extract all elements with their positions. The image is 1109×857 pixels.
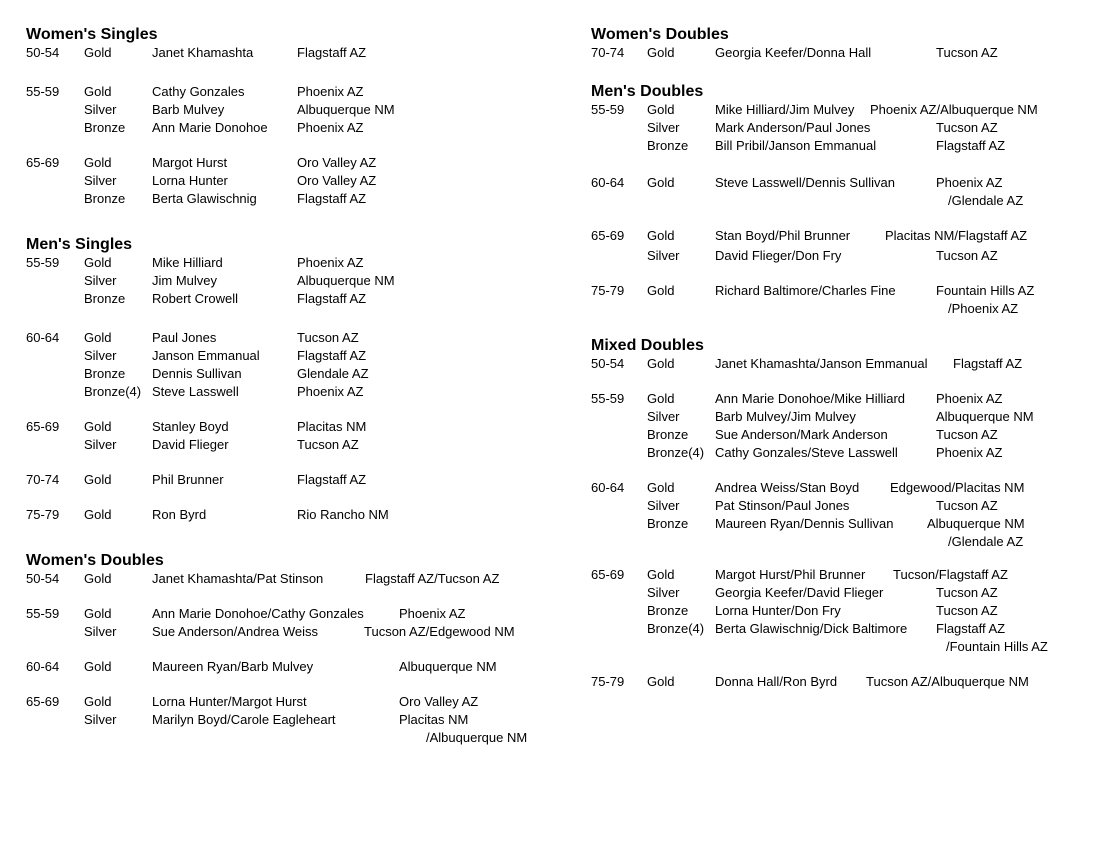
player-name: Janet Khamashta/Pat Stinson xyxy=(152,571,324,586)
medal: Gold xyxy=(647,228,675,243)
player-name: Cathy Gonzales/Steve Lasswell xyxy=(715,445,898,460)
location: Flagstaff AZ xyxy=(297,348,367,363)
medal: Bronze xyxy=(84,120,126,135)
location: Tucson AZ/Albuquerque NM xyxy=(866,674,1029,689)
result-row xyxy=(591,620,1101,638)
player-name: Dennis Sullivan xyxy=(152,366,242,381)
result-row xyxy=(26,383,566,401)
age-group xyxy=(26,471,566,489)
medal: Silver xyxy=(647,120,680,135)
medal: Gold xyxy=(647,102,675,117)
result-row xyxy=(26,658,566,676)
age-bracket: 75-79 xyxy=(591,674,625,689)
medal: Bronze(4) xyxy=(647,621,705,636)
age-bracket: 50-54 xyxy=(591,356,625,371)
player-name: Berta Glawischnig/Dick Baltimore xyxy=(715,621,908,636)
result-row xyxy=(26,83,566,101)
location: Flagstaff AZ xyxy=(297,191,367,206)
medal: Silver xyxy=(647,409,680,424)
right-column xyxy=(591,26,1101,691)
result-row xyxy=(591,602,1101,620)
age-group xyxy=(591,282,1101,318)
age-group xyxy=(591,44,1101,62)
location: Flagstaff AZ xyxy=(297,291,367,306)
result-row xyxy=(26,119,566,137)
age-group xyxy=(26,418,566,454)
medal: Gold xyxy=(84,507,112,522)
result-row xyxy=(26,471,566,489)
result-row xyxy=(26,154,566,172)
player-name: Margot Hurst/Phil Brunner xyxy=(715,567,866,582)
location: Albuquerque NM xyxy=(927,516,1025,531)
age-bracket: 65-69 xyxy=(591,567,625,582)
location: Tucson AZ xyxy=(936,603,998,618)
location: Albuquerque NM xyxy=(936,409,1034,424)
age-group xyxy=(591,101,1101,155)
section-title: Men's Doubles xyxy=(591,83,704,100)
result-row xyxy=(26,290,566,308)
result-row xyxy=(26,729,566,747)
medal: Bronze xyxy=(647,603,689,618)
location: Flagstaff AZ/Tucson AZ xyxy=(365,571,500,586)
result-row xyxy=(591,174,1101,192)
result-row xyxy=(591,390,1101,408)
age-group xyxy=(26,605,566,641)
player-name: Georgia Keefer/Donna Hall xyxy=(715,45,872,60)
medal: Bronze xyxy=(647,138,689,153)
location: Flagstaff AZ xyxy=(953,356,1023,371)
age-bracket: 75-79 xyxy=(591,283,625,298)
age-bracket: 55-59 xyxy=(26,84,60,99)
player-name: Paul Jones xyxy=(152,330,217,345)
age-bracket: 70-74 xyxy=(591,45,625,60)
section-mixed-doubles xyxy=(591,337,1101,691)
player-name: Janet Khamashta xyxy=(152,45,254,60)
location: Phoenix AZ xyxy=(936,445,1003,460)
medal: Bronze xyxy=(84,291,126,306)
player-name: Stanley Boyd xyxy=(152,419,229,434)
player-name: Phil Brunner xyxy=(152,472,224,487)
result-row xyxy=(26,693,566,711)
medal: Gold xyxy=(647,283,675,298)
location: Oro Valley AZ xyxy=(297,173,377,188)
location: Phoenix AZ xyxy=(297,384,364,399)
result-row xyxy=(591,497,1101,515)
medal: Bronze xyxy=(84,366,126,381)
section-womens-doubles xyxy=(26,552,566,747)
age-bracket: 75-79 xyxy=(26,507,60,522)
age-bracket: 60-64 xyxy=(26,330,60,345)
player-name: Margot Hurst xyxy=(152,155,228,170)
age-bracket: 60-64 xyxy=(591,480,625,495)
player-name: Barb Mulvey/Jim Mulvey xyxy=(715,409,856,424)
medal: Gold xyxy=(647,391,675,406)
location: Albuquerque NM xyxy=(399,659,497,674)
result-row xyxy=(591,533,1101,551)
player-name: Janet Khamashta/Janson Emmanual xyxy=(715,356,928,371)
result-row xyxy=(591,479,1101,497)
location-continued: /Albuquerque NM xyxy=(426,730,528,745)
player-name: Lorna Hunter xyxy=(152,173,228,188)
age-bracket: 60-64 xyxy=(26,659,60,674)
location: Oro Valley AZ xyxy=(297,155,377,170)
age-group xyxy=(591,566,1101,656)
location: Placitas NM/Flagstaff AZ xyxy=(885,228,1028,243)
player-name: Sue Anderson/Mark Anderson xyxy=(715,427,888,442)
age-bracket: 55-59 xyxy=(591,391,625,406)
medal: Gold xyxy=(647,45,675,60)
age-bracket: 55-59 xyxy=(26,606,60,621)
player-name: Georgia Keefer/David Flieger xyxy=(715,585,884,600)
player-name: Ann Marie Donohoe/Cathy Gonzales xyxy=(152,606,364,621)
medal: Gold xyxy=(84,659,112,674)
section-mens-doubles xyxy=(591,83,1101,318)
age-bracket: 55-59 xyxy=(591,102,625,117)
medal: Silver xyxy=(84,348,117,363)
player-name: Ann Marie Donohoe xyxy=(152,120,268,135)
location: Tucson AZ xyxy=(936,427,998,442)
player-name: Bill Pribil/Janson Emmanual xyxy=(715,138,877,153)
age-bracket: 65-69 xyxy=(26,419,60,434)
result-row xyxy=(26,101,566,119)
section-title: Women's Doubles xyxy=(591,26,729,43)
player-name: Richard Baltimore/Charles Fine xyxy=(715,283,896,298)
medal: Bronze(4) xyxy=(647,445,705,460)
player-name: Sue Anderson/Andrea Weiss xyxy=(152,624,318,639)
result-row xyxy=(26,172,566,190)
section-mens-singles xyxy=(26,236,566,524)
section-title: Men's Singles xyxy=(26,236,133,253)
player-name: Maureen Ryan/Dennis Sullivan xyxy=(715,516,894,531)
age-bracket: 65-69 xyxy=(26,694,60,709)
player-name: Steve Lasswell xyxy=(152,384,239,399)
result-row xyxy=(591,137,1101,155)
player-name: Maureen Ryan/Barb Mulvey xyxy=(152,659,314,674)
player-name: Ron Byrd xyxy=(152,507,207,522)
medal: Gold xyxy=(647,567,675,582)
medal: Silver xyxy=(647,585,680,600)
age-bracket: 65-69 xyxy=(591,228,625,243)
age-group xyxy=(591,227,1101,265)
location-continued: /Glendale AZ xyxy=(948,193,1024,208)
location: Tucson AZ xyxy=(297,330,359,345)
result-row xyxy=(591,444,1101,462)
player-name: Jim Mulvey xyxy=(152,273,218,288)
player-name: David Flieger xyxy=(152,437,229,452)
age-group xyxy=(26,570,566,588)
medal: Gold xyxy=(84,472,112,487)
result-row xyxy=(26,44,566,62)
location: Albuquerque NM xyxy=(297,102,395,117)
age-group xyxy=(26,154,566,208)
result-row xyxy=(26,436,566,454)
medal: Silver xyxy=(84,173,117,188)
result-row xyxy=(26,623,566,641)
section-title: Mixed Doubles xyxy=(591,337,704,354)
player-name: Steve Lasswell/Dennis Sullivan xyxy=(715,175,895,190)
result-row xyxy=(26,272,566,290)
left-column xyxy=(26,26,566,747)
location: Tucson AZ xyxy=(936,498,998,513)
medal: Silver xyxy=(647,498,680,513)
medal: Silver xyxy=(84,102,117,117)
player-name: Pat Stinson/Paul Jones xyxy=(715,498,850,513)
location: Flagstaff AZ xyxy=(297,45,367,60)
player-name: Donna Hall/Ron Byrd xyxy=(715,674,838,689)
section-womens-singles xyxy=(26,26,566,208)
player-name: Stan Boyd/Phil Brunner xyxy=(715,228,851,243)
result-row xyxy=(26,711,566,729)
result-row xyxy=(591,638,1101,656)
age-bracket: 60-64 xyxy=(591,175,625,190)
result-row xyxy=(26,347,566,365)
age-group xyxy=(591,174,1101,210)
result-row xyxy=(591,227,1101,245)
age-group xyxy=(591,479,1101,551)
result-row xyxy=(26,365,566,383)
location: Edgewood/Placitas NM xyxy=(890,480,1025,495)
location: Tucson AZ xyxy=(936,248,998,263)
location: Oro Valley AZ xyxy=(399,694,479,709)
result-row xyxy=(591,408,1101,426)
medal: Bronze xyxy=(647,427,689,442)
medal: Gold xyxy=(84,606,112,621)
location: Tucson AZ xyxy=(297,437,359,452)
medal: Gold xyxy=(84,84,112,99)
medal: Silver xyxy=(84,273,117,288)
player-name: Lorna Hunter/Margot Hurst xyxy=(152,694,307,709)
medal: Gold xyxy=(84,155,112,170)
medal: Bronze xyxy=(84,191,126,206)
medal: Silver xyxy=(84,437,117,452)
section-title: Women's Singles xyxy=(26,26,158,43)
location: Tucson/Flagstaff AZ xyxy=(893,567,1008,582)
medal: Silver xyxy=(84,712,117,727)
result-row xyxy=(591,355,1101,373)
result-row xyxy=(591,515,1101,533)
medal: Gold xyxy=(84,45,112,60)
medal: Gold xyxy=(647,480,675,495)
age-group xyxy=(591,355,1101,373)
result-row xyxy=(591,101,1101,119)
location: Placitas NM xyxy=(399,712,469,727)
location: Fountain Hills AZ xyxy=(936,283,1035,298)
result-row xyxy=(591,584,1101,602)
age-group xyxy=(26,506,566,524)
location: Tucson AZ/Edgewood NM xyxy=(364,624,515,639)
result-row xyxy=(591,300,1101,318)
location: Phoenix AZ xyxy=(399,606,466,621)
location: Flagstaff AZ xyxy=(936,621,1006,636)
location: Glendale AZ xyxy=(297,366,369,381)
age-bracket: 70-74 xyxy=(26,472,60,487)
medal: Bronze xyxy=(647,516,689,531)
age-bracket: 65-69 xyxy=(26,155,60,170)
result-row xyxy=(26,506,566,524)
location: Phoenix AZ xyxy=(297,120,364,135)
medal: Bronze(4) xyxy=(84,384,142,399)
section-womens-doubles-cont xyxy=(591,26,1101,62)
result-row xyxy=(591,247,1101,265)
location-continued: /Glendale AZ xyxy=(948,534,1024,549)
player-name: Cathy Gonzales xyxy=(152,84,245,99)
result-row xyxy=(591,119,1101,137)
age-group xyxy=(26,329,566,401)
location: Phoenix AZ xyxy=(297,255,364,270)
result-row xyxy=(26,329,566,347)
location: Phoenix AZ xyxy=(297,84,364,99)
age-bracket: 50-54 xyxy=(26,571,60,586)
age-group xyxy=(26,44,566,62)
result-row xyxy=(26,190,566,208)
medal: Silver xyxy=(84,624,117,639)
player-name: Andrea Weiss/Stan Boyd xyxy=(715,480,860,495)
age-bracket: 50-54 xyxy=(26,45,60,60)
result-row xyxy=(591,44,1101,62)
location: Phoenix AZ xyxy=(936,391,1003,406)
location: Tucson AZ xyxy=(936,120,998,135)
result-row xyxy=(591,566,1101,584)
medal: Gold xyxy=(84,419,112,434)
location: Tucson AZ xyxy=(936,45,998,60)
medal: Silver xyxy=(647,248,680,263)
result-row xyxy=(591,426,1101,444)
location: Flagstaff AZ xyxy=(936,138,1006,153)
medal: Gold xyxy=(647,356,675,371)
age-group xyxy=(26,693,566,747)
result-row xyxy=(591,282,1101,300)
player-name: Lorna Hunter/Don Fry xyxy=(715,603,841,618)
result-row xyxy=(26,570,566,588)
player-name: Mike Hilliard xyxy=(152,255,223,270)
player-name: Berta Glawischnig xyxy=(152,191,257,206)
player-name: Robert Crowell xyxy=(152,291,238,306)
location-continued: /Fountain Hills AZ xyxy=(946,639,1048,654)
medal: Gold xyxy=(84,694,112,709)
age-group xyxy=(591,390,1101,462)
location: Phoenix AZ/Albuquerque NM xyxy=(870,102,1038,117)
result-row xyxy=(26,254,566,272)
age-group xyxy=(591,673,1101,691)
age-group xyxy=(26,254,566,308)
result-row xyxy=(591,192,1101,210)
result-row xyxy=(26,605,566,623)
player-name: Mark Anderson/Paul Jones xyxy=(715,120,871,135)
location: Phoenix AZ xyxy=(936,175,1003,190)
player-name: Mike Hilliard/Jim Mulvey xyxy=(715,102,855,117)
location: Rio Rancho NM xyxy=(297,507,389,522)
medal: Gold xyxy=(647,175,675,190)
result-row xyxy=(591,673,1101,691)
location-continued: /Phoenix AZ xyxy=(948,301,1019,316)
location: Placitas NM xyxy=(297,419,367,434)
player-name: Marilyn Boyd/Carole Eagleheart xyxy=(152,712,336,727)
medal: Gold xyxy=(84,330,112,345)
player-name: Barb Mulvey xyxy=(152,102,225,117)
medal: Gold xyxy=(84,571,112,586)
medal: Gold xyxy=(84,255,112,270)
location: Tucson AZ xyxy=(936,585,998,600)
location: Albuquerque NM xyxy=(297,273,395,288)
age-bracket: 55-59 xyxy=(26,255,60,270)
player-name: Ann Marie Donohoe/Mike Hilliard xyxy=(715,391,906,406)
player-name: Janson Emmanual xyxy=(152,348,260,363)
player-name: David Flieger/Don Fry xyxy=(715,248,842,263)
section-title: Women's Doubles xyxy=(26,552,164,569)
result-row xyxy=(26,418,566,436)
age-group xyxy=(26,83,566,137)
location: Flagstaff AZ xyxy=(297,472,367,487)
age-group xyxy=(26,658,566,676)
medal: Gold xyxy=(647,674,675,689)
